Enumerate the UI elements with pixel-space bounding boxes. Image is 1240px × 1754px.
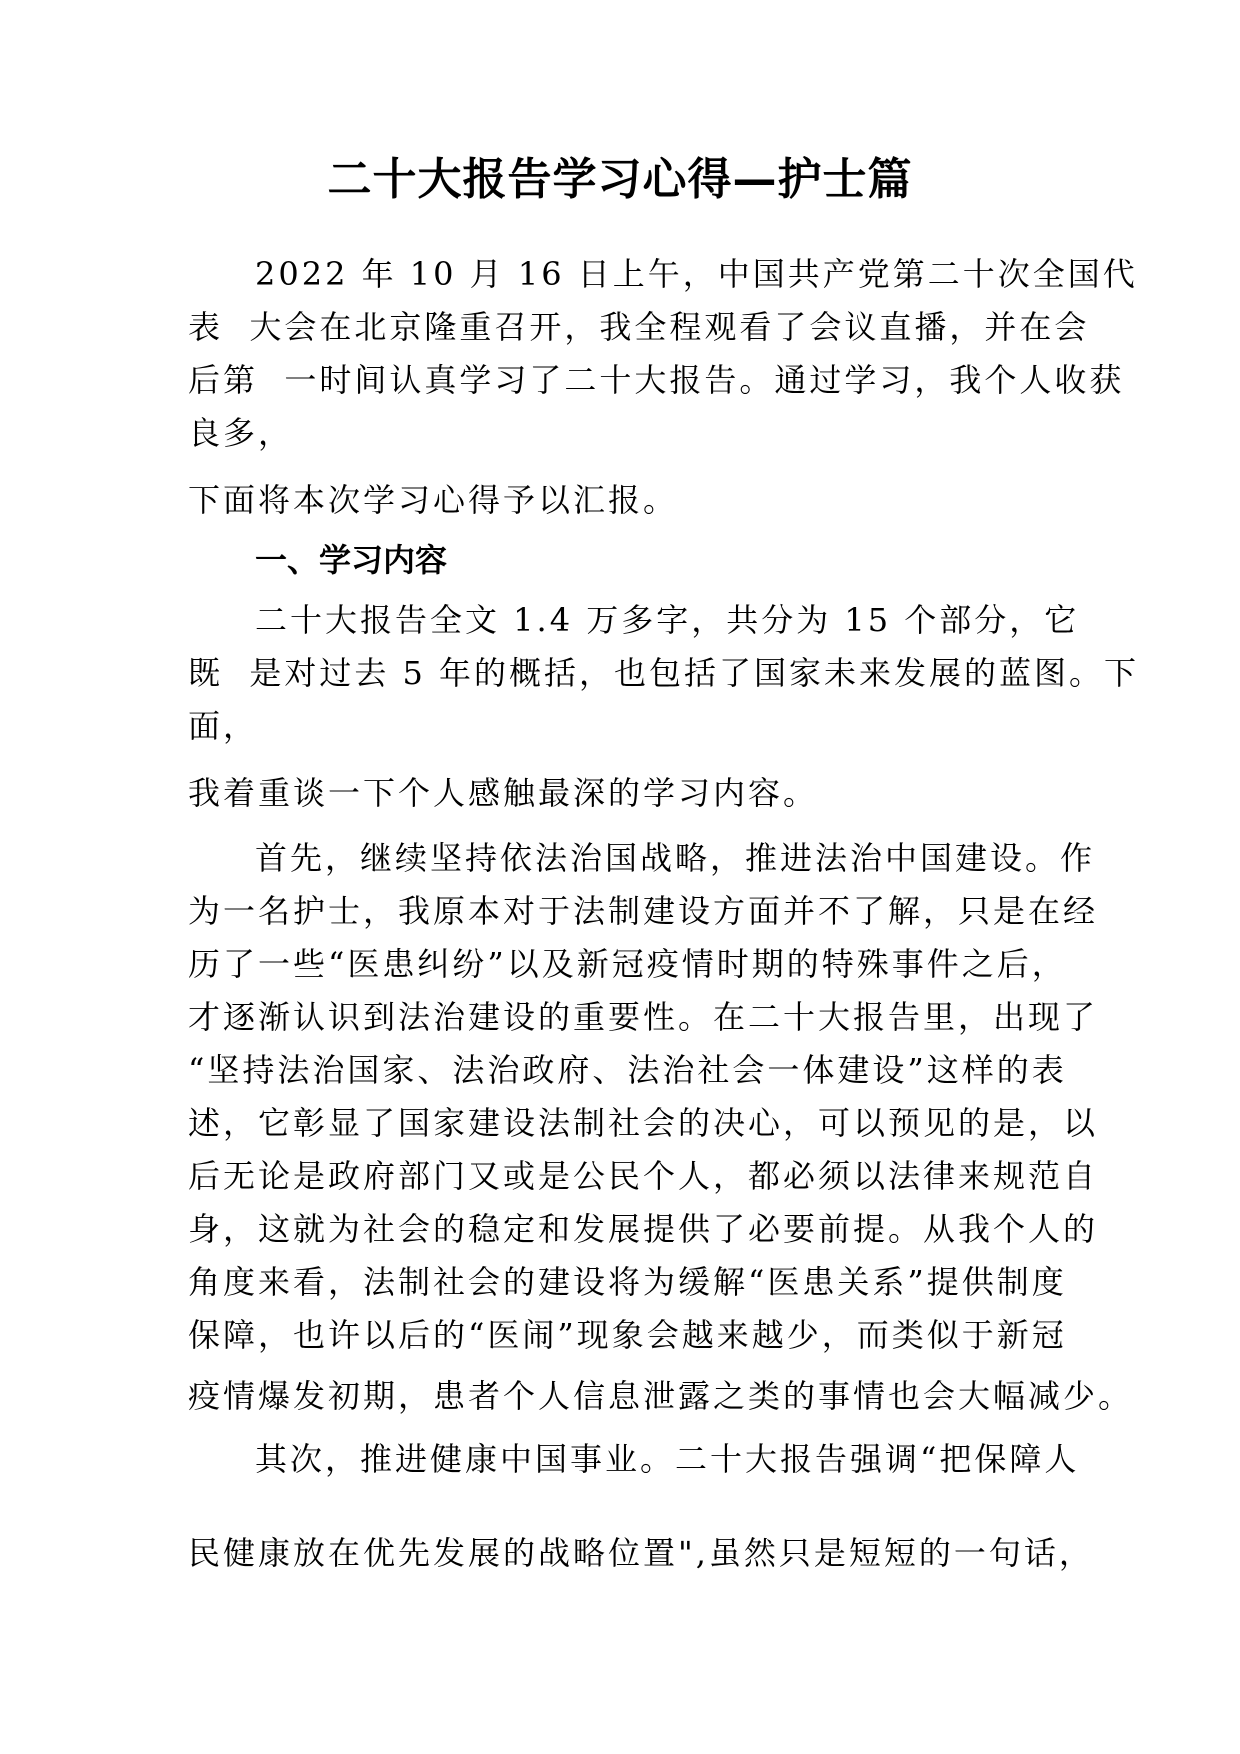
paragraph-line: 后第 一时间认真学习了二十大报告。通过学习，我个人收获: [188, 361, 1125, 399]
paragraph-line: 述，它彰显了国家建设法制社会的决心，可以预见的是，以: [188, 1104, 1099, 1142]
paragraph-line: 首先，继续坚持依法治国战略，推进法治中国建设。作: [255, 839, 1096, 877]
paragraph-line: 疫情爆发初期，患者个人信息泄露之类的事情也会大幅减少。: [188, 1377, 1134, 1415]
paragraph-line: “坚持法治国家、法治政府、法治社会一体建设”这样的表: [188, 1051, 1067, 1089]
paragraph-line: 为一名护士，我原本对于法制建设方面并不了解，只是在经: [188, 892, 1099, 930]
paragraph-line: 后无论是政府部门又或是公民个人，都必须以法律来规范自: [188, 1157, 1099, 1195]
paragraph-line: 保障，也许以后的“医闹”现象会越来越少，而类似于新冠: [188, 1316, 1067, 1354]
paragraph-line: 我着重谈一下个人感触最深的学习内容。: [188, 774, 819, 812]
paragraph-line: 角度来看，法制社会的建设将为缓解“医患关系”提供制度: [188, 1263, 1067, 1301]
paragraph-line: 身，这就为社会的稳定和发展提供了必要前提。从我个人的: [188, 1210, 1099, 1248]
paragraph-line: 民健康放在优先发展的战略位置",虽然只是短短的一句话，: [188, 1534, 1094, 1572]
paragraph-line: 良多，: [188, 414, 294, 452]
paragraph-line: 其次，推进健康中国事业。二十大报告强调“把保障人: [255, 1440, 1080, 1478]
paragraph-line: 既 是对过去 5 年的概括，也包括了国家未来发展的蓝图。下: [188, 654, 1140, 692]
page-title: 二十大报告学习心得—护士篇: [327, 154, 913, 205]
paragraph-line: 才逐渐认识到法治建设的重要性。在二十大报告里，出现了: [188, 998, 1099, 1036]
paragraph-line: 历了一些“医患纠纷”以及新冠疫情时期的特殊事件之后，: [188, 945, 1067, 983]
paragraph-line: 二十大报告全文 1.4 万多字，共分为 15 个部分，它: [255, 601, 1080, 639]
paragraph-line: 面，: [188, 707, 259, 745]
paragraph-line: 下面将本次学习心得予以汇报。: [188, 481, 679, 519]
paragraph-line: 2022 年 10 月 16 日上午，中国共产党第二十次全国代: [255, 255, 1138, 293]
section-heading: 一、学习内容: [255, 541, 448, 579]
paragraph-line: 表 大会在北京隆重召开，我全程观看了会议直播，并在会: [188, 308, 1090, 346]
